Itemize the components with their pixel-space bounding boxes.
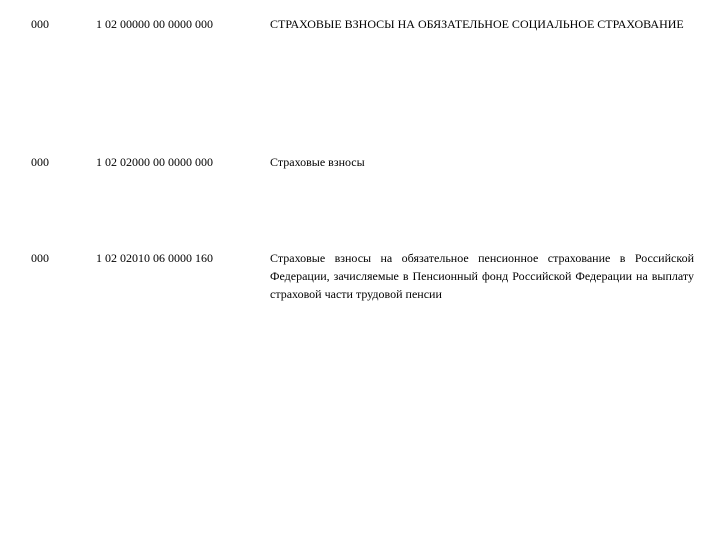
budget-code-cell: 1 02 02010 06 0000 160 (96, 251, 213, 265)
revenue-name-cell: Страховые взносы (270, 155, 365, 169)
admin-code-cell: 000 (31, 155, 49, 169)
admin-code-cell: 000 (31, 251, 49, 265)
revenue-name-cell: Страховые взносы на обязательное пенсионное страхование в Российской Федерации, зачисляемые в Пенсионный фонд Российской Федерации на выплату страховой части трудовой пенсии (270, 251, 694, 301)
revenue-name-cell: СТРАХОВЫЕ ВЗНОСЫ НА ОБЯЗАТЕЛЬНОЕ СОЦИАЛЬНОЕ СТРАХОВАНИЕ (270, 17, 684, 31)
budget-code-cell: 1 02 00000 00 0000 000 (96, 17, 213, 31)
admin-code-cell: 000 (31, 17, 49, 31)
budget-code-cell: 1 02 02000 00 0000 000 (96, 155, 213, 169)
